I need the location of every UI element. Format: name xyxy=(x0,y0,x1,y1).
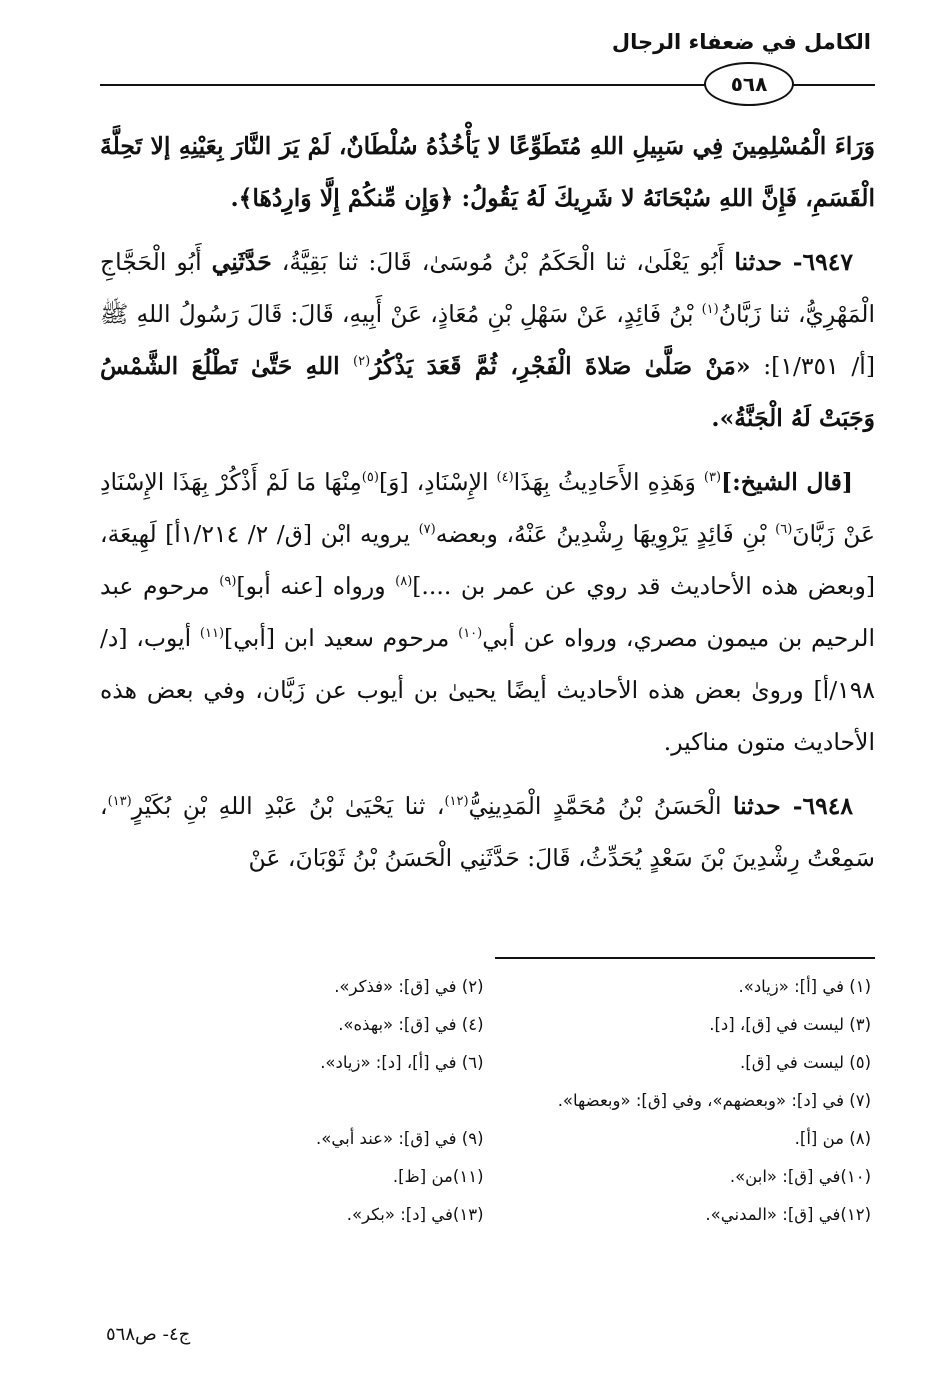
footnote-ref[interactable]: (١٠) xyxy=(458,626,483,642)
footnote-row xyxy=(96,1120,871,1158)
hadith-text: وَرَاءَ الْمُسْلِمِينَ فِي سَبِيلِ اللهِ مُتَطَوِّعًا لا يَأْخُذُهُ سُلْطَانٌ، لَمْ يَرَ النَّارَ بِعَيْنِهِ إلا تَحِلَّةَ الْقَسَمِ، فَإِنَّ اللهِ سُبْحَانَهُ لا شَرِيكَ لَهُ يَقُولُ: xyxy=(100,132,875,212)
footnote-2: (٢) في [ق]: «فذكر». xyxy=(334,977,484,996)
footnote-ref[interactable]: (١١) xyxy=(199,626,225,642)
footnote-11: (١١)من [ظ]. xyxy=(392,1167,484,1186)
footnote-ref[interactable]: (٥) xyxy=(361,470,379,486)
page-number-badge xyxy=(704,62,794,106)
footnote-3: (٣) ليست في [ق]، [د]. xyxy=(709,1015,871,1034)
paragraph-hadith-6947 xyxy=(100,236,875,444)
comment-text: مرحوم سعيد ابن [أبي] xyxy=(224,624,459,652)
footnote-row xyxy=(96,1006,871,1044)
footnote-row xyxy=(96,968,871,1006)
footnote-row xyxy=(96,1044,871,1082)
footnote-ref[interactable]: (٨) xyxy=(395,574,413,590)
footnotes xyxy=(96,968,871,1234)
footnote-ref[interactable]: (٩) xyxy=(219,574,237,590)
footnote-1: (١) في [أ]: «زياد». xyxy=(738,977,871,996)
hadith-number: ٦٩٤٧- xyxy=(782,248,854,276)
footnote-ref[interactable]: (٤) xyxy=(496,470,514,486)
footnote-rule xyxy=(495,957,875,959)
footnote-4: (٤) في [ق]: «بهذه». xyxy=(338,1015,484,1034)
page-number: ٥٦٨ xyxy=(730,72,768,96)
footnote-12: (١٢)في [ق]: «المدني». xyxy=(705,1205,871,1224)
footnote-row xyxy=(96,1158,871,1196)
book-title: الكامل في ضعفاء الرجال xyxy=(611,30,871,54)
paragraph-continuation xyxy=(100,120,875,224)
comment-text: الإِسْنَادِ، [وَ] xyxy=(378,468,497,496)
isnad-text: الْحَسَنُ بْنُ مُحَمَّدٍ الْمَدِينِيُّ xyxy=(468,792,733,820)
hadith-matn: اللهِ حَتَّىٰ تَطْلُعَ الشَّمْسُ وَجَبَتْ لَهُ الْجَنَّةُ». xyxy=(100,352,875,432)
comment-text: أيوب، [د/١٩٨/أ] وروىٰ بعض هذه الأحاديث أيضًا يحيىٰ بن أيوب عن زَبَّان، وفي بعض هذه الأحاديث متون مناكير. xyxy=(100,624,875,756)
haddathana-word: حدثنا xyxy=(732,792,781,820)
footnote-ref[interactable]: (٢) xyxy=(353,354,371,370)
isnad-text: ، ثنا يَحْيَىٰ بْنُ عَبْدِ اللهِ بْنِ بُكَيْرٍ xyxy=(131,792,445,820)
comment-text: بْنِ فَائِدٍ يَرْوِيهَا رِشْدِينُ عَنْهُ، وبعضه xyxy=(435,520,776,548)
footnote-6: (٦) في [أ]، [د]: «زياد». xyxy=(320,1053,484,1072)
footnote-7: (٧) في [د]: «وبعضهم»، وفي [ق]: «وبعضها». xyxy=(557,1091,871,1110)
hadith-number: ٦٩٤٨- xyxy=(780,792,854,820)
footnote-row xyxy=(96,1196,871,1234)
haddathani-word: حَدَّثَنِي xyxy=(211,248,272,276)
main-text xyxy=(100,120,875,896)
footnote-ref[interactable]: (٧) xyxy=(418,522,436,538)
quran-quote: ﴿وَإِن مِّنكُمْ إِلَّا وَارِدُهَا﴾. xyxy=(230,184,462,212)
footnote-ref[interactable]: (٦) xyxy=(775,522,793,538)
footnote-ref[interactable]: (٣) xyxy=(703,470,722,486)
footnote-ref[interactable]: (١) xyxy=(701,302,719,318)
hadith-matn: «مَنْ صَلَّىٰ صَلاةَ الْفَجْرِ، ثُمَّ قَعَدَ يَذْكُرُ xyxy=(370,352,751,380)
paragraph-shaykh-comment xyxy=(100,456,875,768)
footnote-9: (٩) في [ق]: «عند أبي». xyxy=(316,1129,484,1148)
footnote-ref[interactable]: (١٢) xyxy=(444,794,469,810)
haddathana-word: حدثنا xyxy=(734,248,782,276)
footnote-8: (٨) من [أ]. xyxy=(794,1129,871,1148)
paragraph-hadith-6948 xyxy=(100,780,875,884)
comment-text: مِنْهَا مَا لَمْ أَذْكُرْ بِهَذَا الإِسْنَادِ عَنْ زَبَّانَ xyxy=(100,468,875,548)
footnote-5: (٥) ليست في [ق]. xyxy=(740,1053,871,1072)
comment-text: ورواه [عنه أبو] xyxy=(236,572,396,600)
comment-text: وَهَذِهِ الأَحَادِيثُ بِهَذَا xyxy=(513,468,704,496)
isnad-text: أَبُو يَعْلَىٰ، ثنا الْحَكَمُ بْنُ مُوسَىٰ، قَالَ: ثنا بَقِيَّةُ، xyxy=(271,248,735,276)
footnote-ref[interactable]: (١٣) xyxy=(107,794,132,810)
footnote-row xyxy=(96,1082,871,1120)
volume-page-footer: ج٤- ص٥٦٨ xyxy=(106,1324,191,1345)
isnad-text: ، سَمِعْتُ رِشْدِينَ بْنَ سَعْدٍ يُحَدِّثُ، قَالَ: حَدَّثَنِي الْحَسَنُ بْنُ ثَوْبَانَ، عَنْ xyxy=(100,792,875,872)
isnad-text: أَبُو الْحَجَّاجِ الْمَهْرِيُّ، ثنا زَبَّانُ xyxy=(100,248,875,328)
footnote-10: (١٠)في [ق]: «ابن». xyxy=(729,1167,871,1186)
comment-text: مرحوم عبد الرحيم بن ميمون مصري، ورواه عن أبي xyxy=(100,572,875,652)
shaykh-label: [قال الشيخ:] xyxy=(721,468,853,496)
isnad-text: بْنُ فَائِدٍ، عَنْ سَهْلِ بْنِ مُعَاذٍ، عَنْ أَبِيهِ، قَالَ: قَالَ رَسُولُ اللهِ ﷺ [أ/ ١/٣٥١]: xyxy=(100,300,876,380)
footnote-13: (١٣)في [د]: «بكر». xyxy=(346,1205,484,1224)
comment-text: يرويه ابْن [ق/ ٢/ ١/٢١٤أ] لَهِيعَة، [وبعض هذه الأحاديث قد روي عن عمر بن ....] xyxy=(100,520,875,600)
